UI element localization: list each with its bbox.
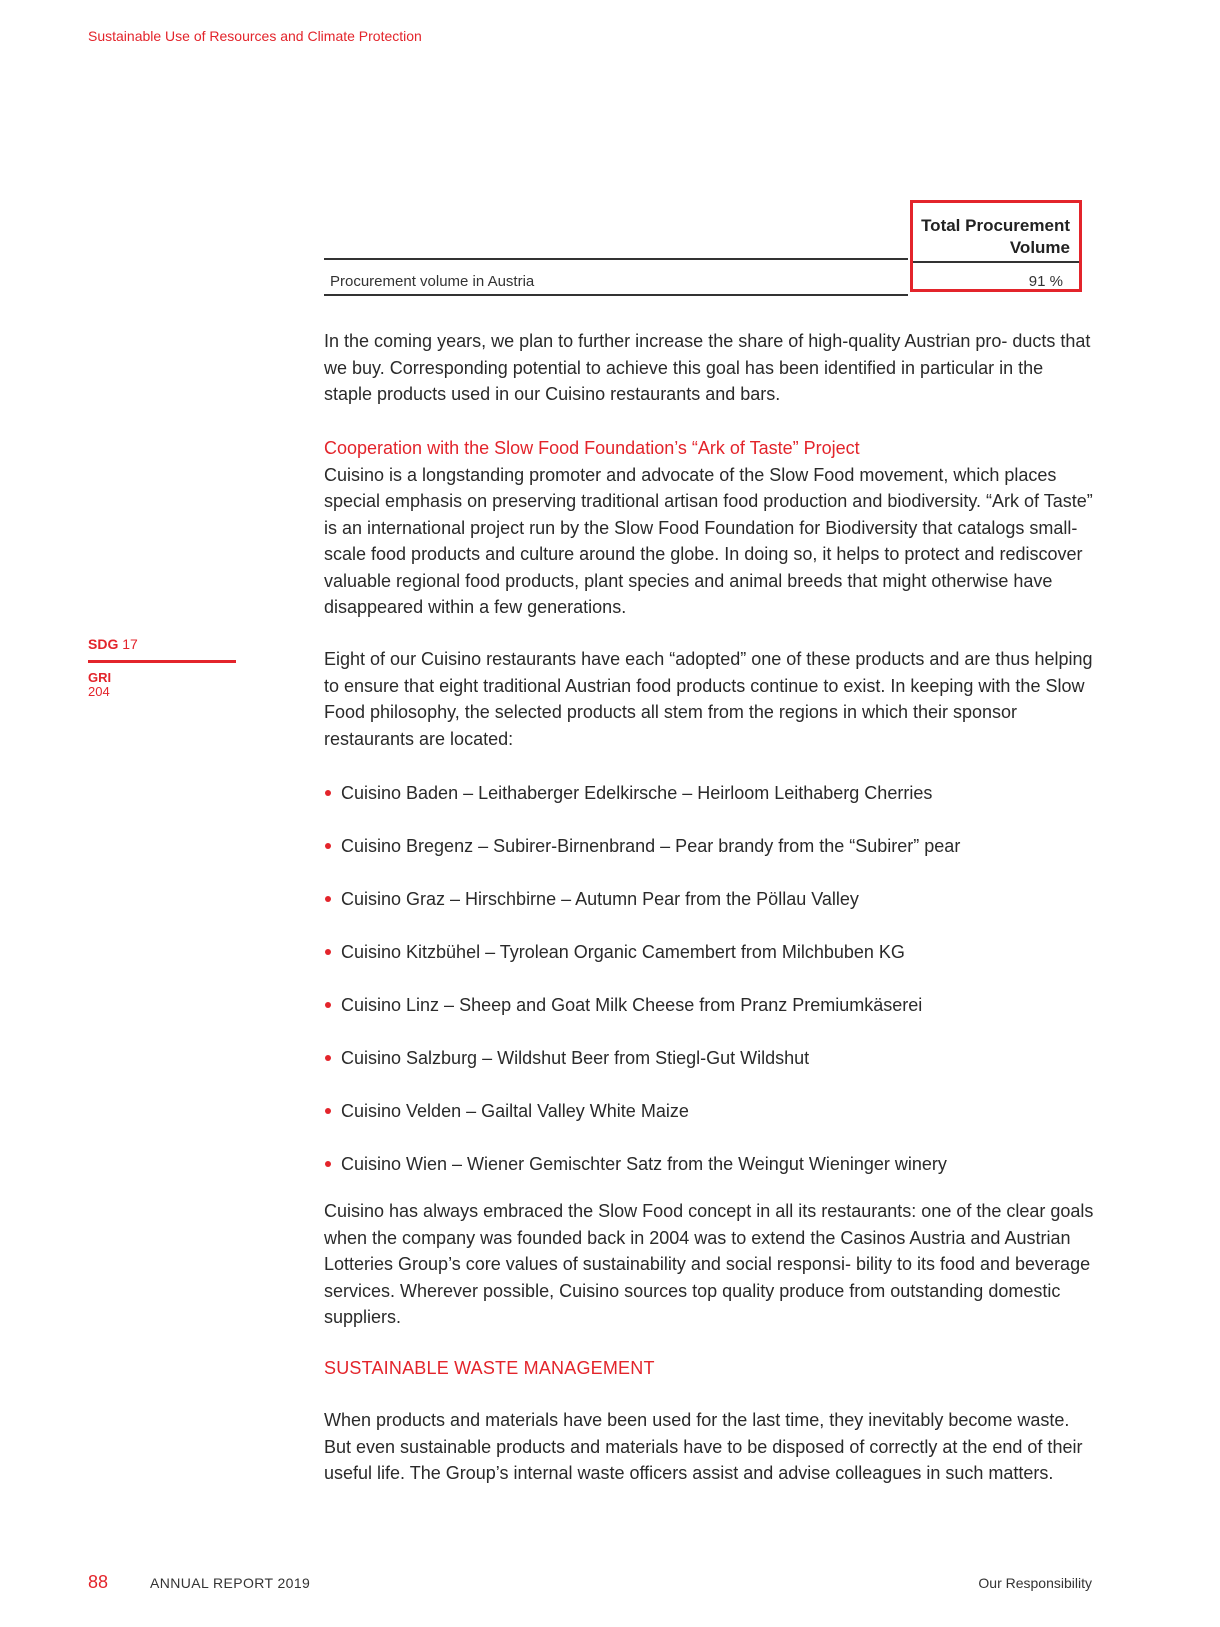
gri-reference [88, 671, 236, 699]
list-item-text: Cuisino Graz – Hirschbirne – Autumn Pear from the Pöllau Valley [341, 889, 859, 909]
adopted-paragraph: Eight of our Cuisino restaurants have each “adopted” one of these products and are thus helping to ensure that eight traditional Austrian food products continue to exist. In keeping with the Slow Food philosophy, the selected products all stem from the regions in which their sponsor restaurants are located: [324, 649, 1093, 749]
bullet-icon [325, 1108, 331, 1114]
table-bottom-rule [324, 294, 908, 296]
table-row-label: Procurement volume in Austria [330, 273, 535, 290]
waste-body [324, 1407, 1094, 1487]
page-number: 88 [88, 1572, 109, 1592]
bullet-icon [325, 1055, 331, 1061]
list-item-text: Cuisino Linz – Sheep and Goat Milk Cheese from Pranz Premiumkäserei [341, 995, 923, 1015]
concept-paragraph: Cuisino has always embraced the Slow Food concept in all its restaurants: one of the clear goals when the company was founded back in 2004 was to extend the Casinos Austria and Austrian Lotteries Group’s core values of sustainability and social responsi- bility to its food and beverage services. Wherever possible, Cuisino sources top quality produce from outstanding domestic suppliers. [324, 1201, 1094, 1327]
column-header-rule [913, 261, 1079, 263]
column-header-line-1: Total Procurement [921, 216, 1070, 235]
list-item [324, 1098, 1094, 1151]
sdg-reference [88, 636, 236, 652]
product-list-section [324, 780, 1094, 1204]
bullet-icon [325, 790, 331, 796]
intro-section [324, 328, 1094, 408]
list-item-text: Cuisino Bregenz – Subirer-Birnenbrand – Pear brandy from the “Subirer” pear [341, 836, 961, 856]
list-item [324, 992, 1094, 1045]
list-item-text: Cuisino Salzburg – Wildshut Beer from Stiegl-Gut Wildshut [341, 1048, 810, 1068]
table-column-header [919, 215, 1070, 259]
intro-paragraph: In the coming years, we plan to further increase the share of high-quality Austrian pro- ducts that we buy. Corresponding potential to achieve this goal has been identified in particular in the staple products used in our Cuisino restaurants and bars. [324, 331, 1091, 404]
margin-divider [88, 660, 236, 663]
table-cell-value: 91 % [1028, 273, 1063, 290]
slow-food-paragraph: Cuisino is a longstanding promoter and advocate of the Slow Food movement, which places special emphasis on preserving traditional artisan food production and biodiversity. “Ark of Taste” is an international project run by the Slow Food Foundation for Biodiversity that catalogs small-scale food products and culture around the globe. In doing so, it helps to protect and rediscover valuable regional food products, plant species and animal breeds that might otherwise have disappeared within a few generations. [324, 464, 1093, 617]
gri-label: GRI [88, 670, 112, 685]
highlighted-column [910, 200, 1082, 292]
waste-heading: SUSTAINABLE WASTE MANAGEMENT [324, 1358, 655, 1378]
bullet-icon [325, 1161, 331, 1167]
list-item-text: Cuisino Baden – Leithaberger Edelkirsche – Heirloom Leithaberg Cherries [341, 783, 933, 803]
list-item-text: Cuisino Kitzbühel – Tyrolean Organic Camembert from Milchbuben KG [341, 942, 905, 962]
waste-section [324, 1355, 1094, 1382]
adopted-section [324, 646, 1094, 752]
list-item [324, 886, 1094, 939]
margin-notes [88, 636, 236, 699]
page-footer [88, 1572, 1092, 1596]
list-item [324, 833, 1094, 886]
list-item-text: Cuisino Velden – Gailtal Valley White Maize [341, 1101, 689, 1121]
bullet-icon [325, 949, 331, 955]
procurement-table [324, 200, 1092, 300]
bullet-icon [325, 1002, 331, 1008]
bullet-icon [325, 843, 331, 849]
concept-section [324, 1198, 1094, 1331]
column-header-line-2: Volume [1009, 238, 1070, 257]
slow-food-section [324, 435, 1094, 621]
running-head: Sustainable Use of Resources and Climate Protection [88, 28, 422, 44]
slow-food-heading: Cooperation with the Slow Food Foundation’s “Ark of Taste” Project [324, 438, 860, 458]
waste-paragraph: When products and materials have been used for the last time, they inevitably become waste. But even sustainable products and materials have to be disposed of correctly at the end of their useful life. The Group’s internal waste officers assist and advise colleagues in such matters. [324, 1410, 1083, 1483]
table-header-rule [324, 258, 908, 260]
list-item [324, 1045, 1094, 1098]
list-item [324, 780, 1094, 833]
sdg-number: 17 [122, 636, 138, 652]
footer-section-name: Our Responsibility [978, 1575, 1092, 1591]
bullet-icon [325, 896, 331, 902]
list-item [324, 1151, 1094, 1204]
list-item-text: Cuisino Wien – Wiener Gemischter Satz from the Weingut Wieninger winery [341, 1154, 947, 1174]
report-title: ANNUAL REPORT 2019 [150, 1575, 311, 1591]
gri-number: 204 [88, 684, 110, 699]
list-item [324, 939, 1094, 992]
sdg-label: SDG [88, 636, 119, 652]
product-list [324, 780, 1094, 1204]
